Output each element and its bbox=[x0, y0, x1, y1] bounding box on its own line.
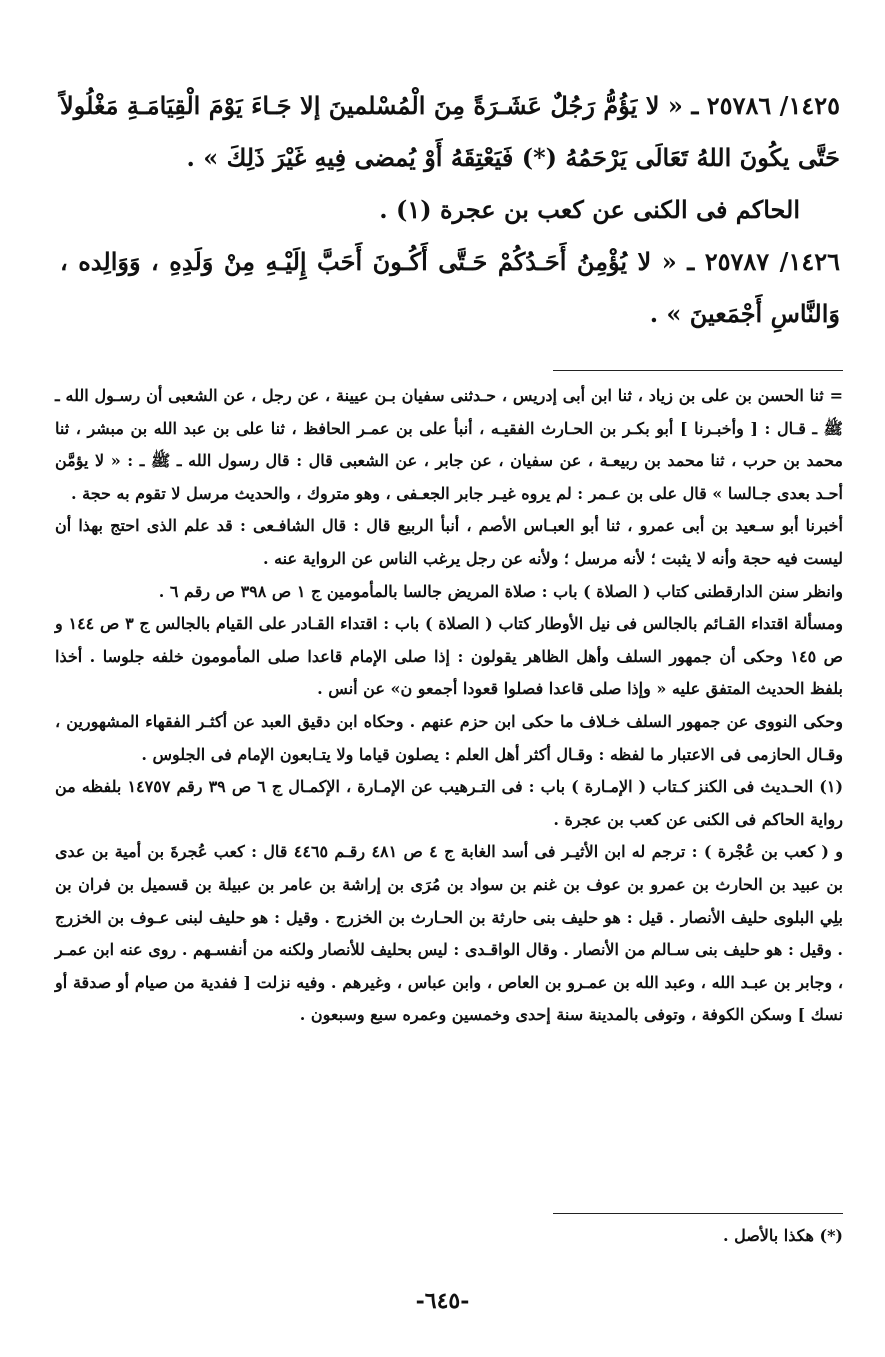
footnote-continued-4: ومسألة اقتداء القـائم بالجالس فى نيل الأوطار كتاب ( الصلاة ) باب : اقتداء القـادر على القيام بالجالس ج ٣ ص ١٤٤ و ص ١٤٥ وحكى أن جمهور السلف وأهل الظاهر يقولون : إذا صلى الإمام قاعدا صلى المأمومون خلفه جلوسا . أخذا بلفظ الحديث المتفق عليه « وإذا صلى قاعدا فصلوا قعودا أجمعو ن» عن أنس . bbox=[55, 614, 843, 699]
star-note-separator bbox=[553, 1213, 843, 1214]
footnote-separator bbox=[553, 370, 843, 371]
footnote-continued-1: = ثنا الحسن بن على بن زياد ، ثنا ابن أبى إدريس ، حـدثنى سفيان بـن عيينة ، عن رجل ، عن الشعبى أن رسـول الله ـ ﷺ ـ قـال : [ وأخبـرنا ] أبو بكـر بن الحـارث الفقيـه ، أنبأ على بن عمـر الحافظ ، ثنا على بن عبد الله بن مبشر ، ثنا محمد بن حرب ، ثنا محمد بن ربيعـة ، عن سفيان ، عن جابر ، عن الشعبى قال : قال رسول الله ـ ﷺ ـ : « لا يؤمَّن أحـد بعدى جـالسا » قال على بن عـمر : لم يروه غيـر جابر الجعـفى ، وهو متروك ، والحديث مرسل لا تقوم به حجة . bbox=[55, 386, 843, 503]
hadith-1425-source: الحاكم فى الكنى عن كعب بن عجرة (١) . bbox=[379, 195, 800, 224]
footnote-continued-5: وحكى النووى عن جمهور السلف خـلاف ما حكى ابن حزم عنهم . وحكاه ابن دقيق العبد عن أكثـر الفقهاء المشهورين ، وقـال الحازمى فى الاعتبار ما لفظه : وقـال أكثر أهل العلم : يصلون قياما ولا يتـابعون الإمام فى الجلوس . bbox=[55, 711, 843, 764]
star-note: (*) هكذا بالأصل . bbox=[722, 1226, 843, 1245]
hadith-1426: ١٤٢٦/ ٢٥٧٨٧ ـ « لا يُؤْمِنُ أَحَـدُكُمْ حَـتَّى أَكُـونَ أَحَبَّ إِلَيْـهِ مِنْ وَلَدِهِ ، وَوَالِده ، وَالنَّاسِ أَجْمَعينَ » . bbox=[60, 247, 841, 328]
page-number: -٦٤٥- bbox=[415, 1288, 470, 1314]
footnote-1-biography: و ( كعب بن عُجْرة ) : ترجم له ابن الأثيـر فى أسد الغابة ج ٤ ص ٤٨١ رقـم ٤٤٦٥ قال : كعب عُجرةَ بن أمية بن عدى بن عبيد بن الحارث بن عمرو بن عوف بن غنم بن سواد بن مُرَى بن إراشة بن عامر بن عبيلة بن قسميل بن فران بن بلِي البلوى حليف الأنصار . قيل : هو حليف بنى حارثة بن الحـارث بن الخزرج . وقيل : هو حليف لبنى عـوف بن الخزرج . وقيل : هو حليف بنى سـالم من الأنصار . وقال الواقـدى : ليس بحليف للأنصار ولكنه من أنفسـهم . روى عنه ابن عمـر ، وجابر بن عبـد الله ، وعبد الله بن عمـرو بن العاص ، وابن عباس ، وغيرهم . وفيه نزلت [ ففدية من صيام أو صدقة أو نسك ] وسكن الكوفة ، وتوفى بالمدينة سنة إحدى وخمسين وعمره سبع وسبعون . bbox=[55, 842, 844, 1025]
footnotes bbox=[55, 380, 843, 1032]
hadith-1425: ١٤٢٥/ ٢٥٧٨٦ ـ « لا يَؤُمُّ رَجُلٌ عَشَـرَةً مِنَ الْمُسْلمينَ إلا جَـاءَ يَوْمَ الْقِيَامَـةِ مَغْلُولاً حَتَّى يكُونَ اللهُ تَعَالَى يَرْحَمُهُ (*) فَيَعْتِقَهُ أَوْ يُمضى فِيهِ غَيْرَ ذَلِكَ » . bbox=[60, 91, 840, 172]
footnote-continued-2: أخبرنا أبو سـعيد بن أبى عمرو ، ثنا أبو العبـاس الأصم ، أنبأ الربيع قال : قال الشافـعى : قد علم الذى احتج بهذا أن ليست فيه حجة وأنه لا يثبت ؛ لأنه مرسل ؛ ولأنه عن رجل يرغب الناس عن الرواية عنه . bbox=[55, 516, 843, 568]
footnote-1: (١) الحـديث فى الكنز كـتاب ( الإمـارة ) باب : فى التـرهيب عن الإمـارة ، الإكمـال ج ٦ ص ٣٩ رقم ١٤٧٥٧ بلفظه من رواية الحاكم فى الكنى عن كعب بن عجرة . bbox=[55, 777, 844, 829]
main-text bbox=[60, 80, 840, 340]
footnote-continued-3: وانظر سنن الدارقطنى كتاب ( الصلاة ) باب : صلاة المريض جالسا بالمأمومين ج ١ ص ٣٩٨ ص رقم ٦ . bbox=[158, 581, 843, 601]
